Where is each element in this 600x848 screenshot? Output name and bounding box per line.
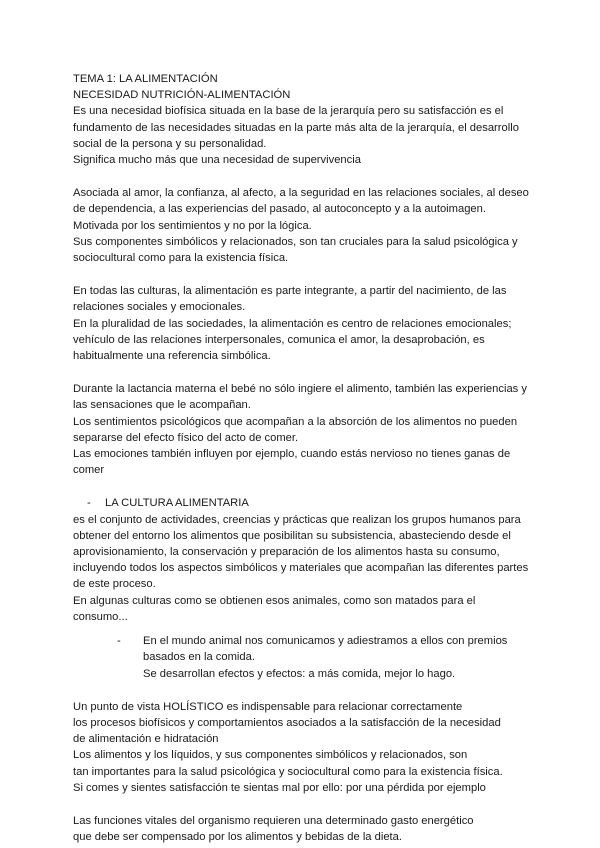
text-line: Un punto de vista HOLÍSTICO es indispensable para relacionar correctamente [73, 700, 463, 713]
section-heading-bullet [73, 495, 543, 511]
text-line: de este proceso. [73, 578, 156, 591]
text-line: Las funciones vitales del organismo requieren una determinado gasto energético [73, 814, 474, 827]
text-line: Se desarrollan efectos y efectos: a más comida, mejor lo hago. [143, 667, 456, 680]
text-line: sociocultural como para la existencia física. [73, 252, 289, 265]
text-line: Las emociones también influyen por ejemplo, cuando estás nervioso no tienes ganas de [73, 448, 511, 461]
text-line: vehículo de las relaciones interpersonales, comunica el amor, la desaprobación, es [73, 333, 485, 346]
text-line: Si comes y sientes satisfacción te sientas mal por ello: por una pérdida por ejemplo [73, 781, 486, 794]
text-line: Es una necesidad biofísica situada en la base de la jerarquía pero su satisfacción es el [73, 105, 504, 118]
text-line: relaciones sociales y emocionales. [73, 301, 246, 314]
bullet-dash: - [87, 497, 91, 510]
text-line: habitualmente una referencia simbólica. [73, 350, 271, 363]
page-subtitle: NECESIDAD NUTRICIÓN-ALIMENTACIÓN [73, 89, 291, 102]
text-line: Durante la lactancia materna el bebé no sólo ingiere el alimento, también las experiencias y [73, 383, 527, 396]
text-line: de dependencia, a las experiencias del pasado, al autoconcepto y a la autoimagen. [73, 203, 486, 216]
text-line: de alimentación e hidratación [73, 733, 219, 746]
text-line: separarse del efecto físico del acto de comer. [73, 431, 299, 444]
text-line: las sensaciones que le acompañan. [73, 399, 251, 412]
text-line: Sus componentes simbólicos y relacionados, son tan cruciales para la salud psicológica y [73, 235, 518, 248]
paragraph-4 [73, 381, 543, 478]
text-line: es el conjunto de actividades, creencias y prácticas que realizan los grupos humanos para [73, 513, 521, 526]
section-heading: LA CULTURA ALIMENTARIA [105, 497, 249, 510]
text-line: Motivada por los sentimientos y no por la lógica. [73, 219, 312, 232]
text-line: Asociada al amor, la confianza, al afecto, a la seguridad en las relaciones sociales, al deseo [73, 187, 529, 200]
paragraph-6 [73, 699, 543, 796]
text-line: En algunas culturas como se obtienen esos animales, como son matados para el [73, 594, 476, 607]
text-line: En todas las culturas, la alimentación es parte integrante, a partir del nacimiento, de las [73, 285, 507, 298]
document-body [73, 71, 543, 845]
text-line: social de la persona y su personalidad. [73, 137, 267, 150]
text-line: fundamento de las necesidades situadas en la parte más alta de la jerarquía, el desarrollo [73, 121, 519, 134]
paragraph-3 [73, 283, 543, 364]
text-line: Los sentimientos psicológicos que acompañan a la absorción de los alimentos no pueden [73, 415, 518, 428]
paragraph-5 [73, 512, 543, 625]
text-line: obtener del entorno los alimentos que posibilitan su subsistencia, abasteciendo desde el [73, 529, 511, 542]
paragraph-2 [73, 185, 543, 266]
page-title: TEMA 1: LA ALIMENTACIÓN [73, 73, 218, 85]
text-line: consumo... [73, 610, 128, 623]
text-line: incluyendo todos los aspectos simbólicos y materiales que acompañan las diferentes partes [73, 562, 529, 575]
text-line: En el mundo animal nos comunicamos y adiestramos a ellos con premios [143, 635, 508, 648]
paragraph-1 [73, 103, 543, 168]
bullet-dash: - [117, 635, 121, 648]
text-line: los procesos biofísicos y comportamientos asociados a la satisfacción de la necesidad [73, 716, 501, 729]
text-line: que debe ser compensado por los alimentos y bebidas de la dieta. [73, 831, 402, 844]
text-line: Significa mucho más que una necesidad de supervivencia [73, 154, 361, 167]
text-line: Los alimentos y los líquidos, y sus componentes simbólicos y relacionados, son [73, 749, 468, 762]
sub-bullet [73, 633, 543, 682]
text-line: basados en la comida. [143, 651, 255, 664]
text-line: comer [73, 464, 105, 477]
text-line: tan importantes para la salud psicológica y sociocultural como para la existencia física. [73, 765, 503, 778]
paragraph-7 [73, 813, 543, 845]
text-line: En la pluralidad de las sociedades, la alimentación es centro de relaciones emocionales; [73, 317, 512, 330]
text-line: aprovisionamiento, la conservación y preparación de los alimentos hasta su consumo, [73, 546, 500, 559]
